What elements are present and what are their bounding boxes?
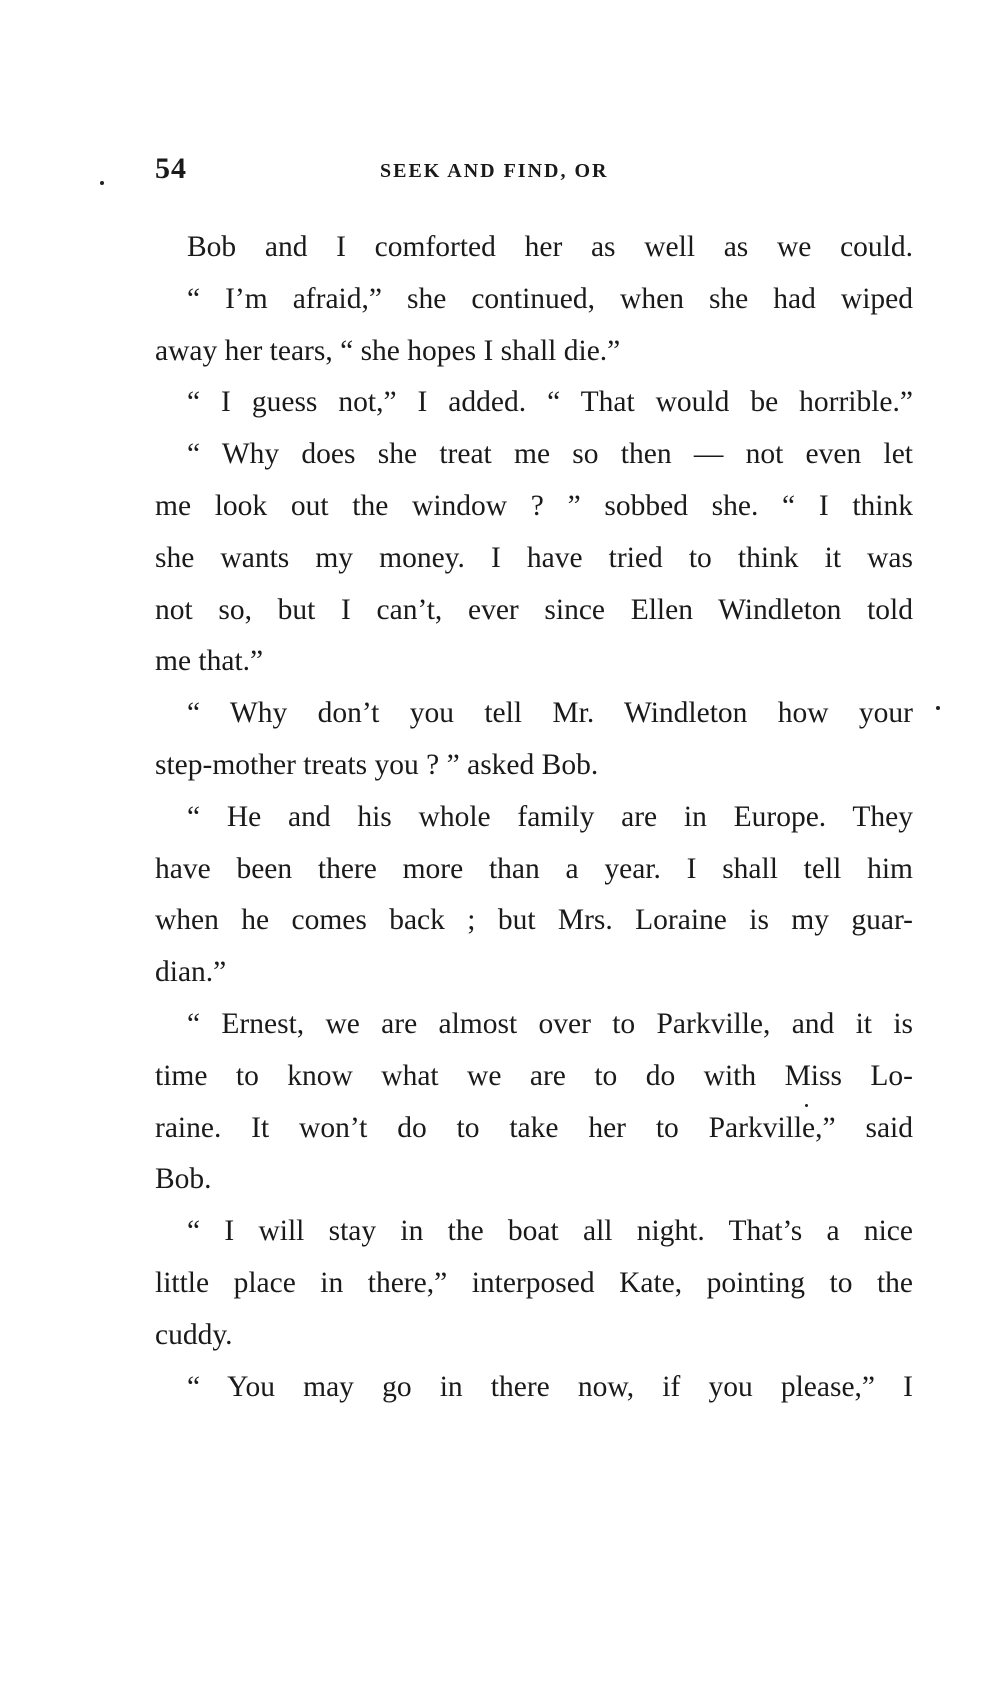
page-number: 54: [155, 152, 187, 185]
text-line: “ You may go in there now, if you please,” I: [187, 1370, 913, 1403]
text-line: have been there more than a year. I shall tell him: [155, 852, 913, 885]
text-line: Bob and I comforted her as well as we could.: [187, 231, 913, 263]
text-line: when he comes back ; but Mrs. Loraine is my guar-: [155, 904, 913, 937]
text-line: little place in there,” interposed Kate, pointing to the: [155, 1266, 913, 1299]
text-line: “ I’m afraid,” she continued, when she had wiped: [187, 282, 913, 315]
text-line: me that.”: [155, 645, 264, 678]
text-line: step-mother treats you ? ” asked Bob.: [155, 748, 599, 781]
text-line: me look out the window ? ” sobbed she. “ I think: [155, 489, 913, 522]
text-line: “ Why does she treat me so then — not even let: [187, 438, 913, 471]
text-line: “ I will stay in the boat all night. That’s a nice: [187, 1215, 913, 1248]
body-text: [155, 222, 913, 1413]
ink-speck: [100, 181, 104, 185]
ink-speck: [936, 706, 940, 710]
text-line: not so, but I can’t, ever since Ellen Windleton told: [155, 593, 913, 626]
text-line: “ He and his whole family are in Europe. They: [187, 800, 913, 833]
text-line: “ Why don’t you tell Mr. Windleton how your: [187, 697, 913, 730]
text-line: time to know what we are to do with Miss Lo-: [155, 1059, 913, 1092]
text-line: she wants my money. I have tried to think it was: [155, 541, 913, 574]
running-title: SEEK AND FIND, OR: [380, 160, 609, 182]
text-line: “ Ernest, we are almost over to Parkville, and it is: [187, 1007, 913, 1040]
text-line: dian.”: [155, 956, 227, 989]
text-line: “ I guess not,” I added. “ That would be horrible.”: [187, 386, 913, 419]
text-line: away her tears, “ she hopes I shall die.”: [155, 334, 621, 367]
text-line: raine. It won’t do to take her to Parkville,” said: [155, 1111, 913, 1144]
text-line: Bob.: [155, 1163, 212, 1196]
text-line: cuddy.: [155, 1318, 233, 1351]
